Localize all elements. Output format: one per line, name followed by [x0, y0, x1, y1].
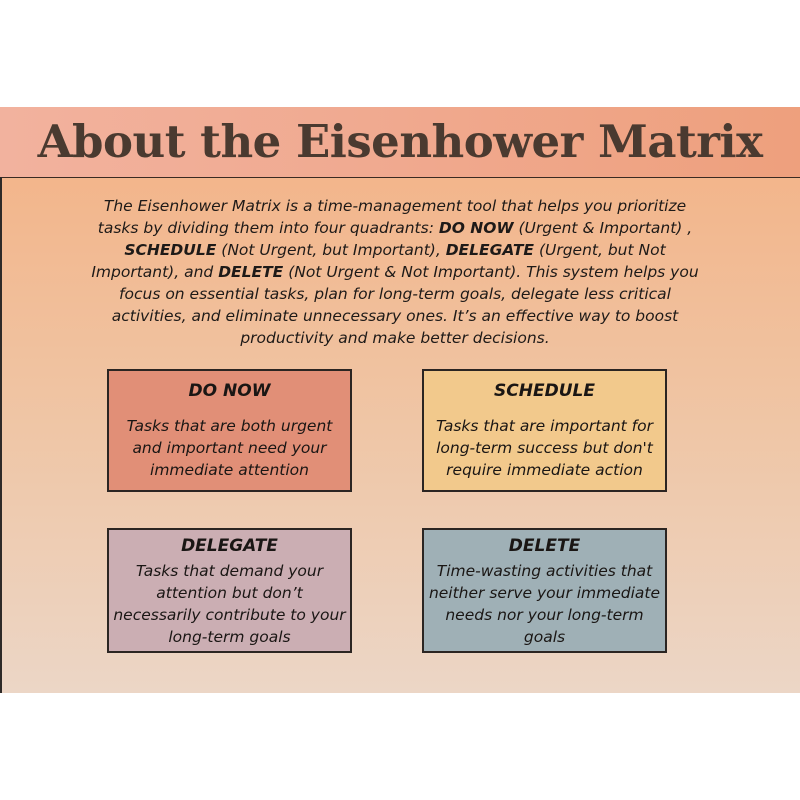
- intro-delegate: DELEGATE: [445, 241, 535, 259]
- quadrant-delegate: [107, 528, 352, 653]
- quadrant-heading: SCHEDULE: [494, 381, 595, 401]
- intro-text-4: (Urgent, but Not Important), and: [91, 241, 666, 281]
- slide: [0, 107, 800, 693]
- quadrant-text: Time-wasting activities that neither serve your immediate needs nor your long-term goals: [428, 562, 661, 646]
- quadrant-text: Tasks that are both urgent and important need your immediate attention: [126, 417, 333, 479]
- quadrant-do-now: [107, 369, 352, 492]
- intro-paragraph: [90, 195, 700, 349]
- intro-text-1: The Eisenhower Matrix is a time-management tool that helps you prioritize tasks by dividing them into four quadrants:: [97, 197, 687, 237]
- intro-delete: DELETE: [218, 263, 284, 281]
- quadrant-heading: DELETE: [508, 536, 581, 556]
- intro-text-5: (Not Urgent & Not Important). This system helps you focus on essential tasks, plan for long-term goals, delegate less critical activities, and eliminate unnecessary ones. It’s an effective way to boost productivity and make better decisions.: [111, 263, 699, 347]
- quadrant-heading: DELEGATE: [181, 536, 278, 556]
- intro-text-2: (Urgent & Important) ,: [513, 219, 693, 237]
- intro-text-3: (Not Urgent, but Important),: [216, 241, 446, 259]
- intro-do-now: DO NOW: [438, 219, 514, 237]
- quadrant-text: Tasks that demand your attention but don’t necessarily contribute to your long-term goals: [113, 562, 346, 646]
- left-border: [0, 177, 2, 693]
- page-title: About the Eisenhower Matrix: [37, 115, 763, 168]
- quadrant-heading: DO NOW: [188, 381, 271, 401]
- intro-schedule: SCHEDULE: [124, 241, 217, 259]
- quadrant-delete: [422, 528, 667, 653]
- quadrant-text: Tasks that are important for long-term success but don't require immediate action: [436, 417, 653, 479]
- quadrant-schedule: [422, 369, 667, 492]
- title-band: [0, 107, 800, 178]
